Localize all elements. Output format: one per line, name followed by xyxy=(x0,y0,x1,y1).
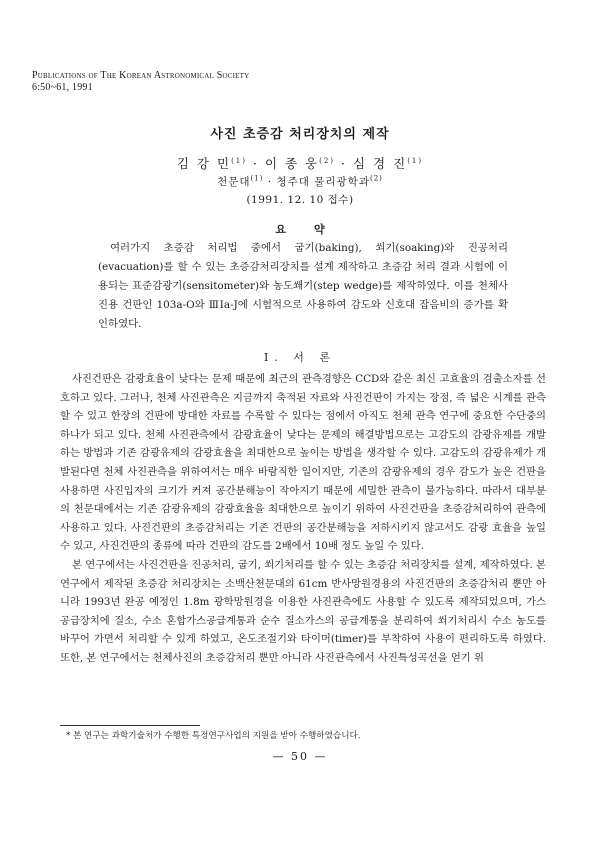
author-mark: (2) xyxy=(319,156,336,165)
body-paragraph: 사진건판은 감광효율이 낮다는 문제 때문에 최근의 관측경향은 CCD와 같은 최신 고효율의 검출소자를 선호하고 있다. 그러나, 천체 사진관측은 지금까지 축적된 자료와 사진건판이 가지는 장점, 즉 넓은 시계를 관측할 수 있고 한장의 건판에 방대한 자료를 수록할 수 있다는 점에서 아직도 천체 관측 연구에 중요한 수단중의 하나가 되고 있다. 천체 사진관측에서 감광효율이 낮다는 문제의 해결방법으로는 고감도의 감광유제를 개발하는 방법과 기존 감광유제의 감광효율을 최대한으로 높이는 방법을 생각할 수 있다. 고감도의 감광유제가 개발된다면 천체 사진관측을 위하여서는 매우 바람직한 일이지만, 기존의 감광유제의 경우 감도가 높은 건판을 사용하면 사진입자의 크기가 커져 공간분해능이 작아지기 때문에 세밀한 관측이 불가능하다. 따라서 대부분의 천문대에서는 기존 감광유제의 감광효율을 최대한으로 높이기 위하여 사진건판을 초증감처리하여 관측에 사용하고 있다. 사진건판의 초증감처리는 기존 건판의 공간분해능을 저하시키지 않고서도 감광 효율을 높일 수 있고, 사진건판의 종류에 따라 건판의 감도를 2배에서 10배 정도 높일 수 있다. xyxy=(60,373,546,553)
affiliation-name: 청주대 물리광학과 xyxy=(276,176,370,188)
author-list xyxy=(0,154,600,172)
footnote: * 본 연구는 과학기술처가 수행한 특정연구사업의 지원을 받아 수행하였습니다. xyxy=(66,731,361,741)
separator-dot: · xyxy=(252,156,259,171)
author-name: 이 종 웅 xyxy=(264,156,320,171)
abstract-text: 여러가지 초증감 처리법 중에서 굽기(baking), 쐬기(soaking)와 진공처리(evacuation)를 할 수 있는 초증감처리장치를 설계 제작하고 초증감 처리 결과 시험에 이용되는 표준감광기(sensitometer)와 농도쐐기(step wedge)를 제작하였다. 이를 천체사진용 건판인 103a-O와 ⅢIa-J에 시험적으로 사용하여 감도와 신호대 잡음비의 증가를 확인하였다. xyxy=(98,242,508,330)
affiliation-mark: (2) xyxy=(369,174,383,183)
journal-header xyxy=(32,70,249,94)
section-heading: I. 서 론 xyxy=(263,351,337,364)
separator-dot: · xyxy=(341,156,348,171)
separator-dot: · xyxy=(267,176,273,188)
body-paragraph: 본 연구에서는 사진건판을 진공처리, 굽기, 쐬기처리를 할 수 있는 초증감 처리장치를 설계, 제작하였다. 본 연구에서 제작된 초증감 처리장치는 소백산천문대의 61cm 반사망원경용의 사진건판의 초증감처리 뿐만 아니라 1993년 완공 예정인 1.8m 광학망원경을 이용한 사진관측에도 사용할 수 있도록 제작되었으며, 가스 공급장치에 질소, 수소 혼합가스공급계통과 순수 질소가스의 공급계통을 분리하여 쐬기처리시 수소 농도를 바꾸어 가면서 처리할 수 있게 하였고, 온도조절기와 타이머(timer)를 부착하여 사용이 편리하도록 하였다. 또한, 본 연구에서는 천체사진의 초증감처리 뿐만 아니라 사진관측에서 사진특성곡선을 얻기 위 xyxy=(60,558,546,664)
affiliation-list xyxy=(0,174,600,189)
affiliation-name: 천문대 xyxy=(217,176,251,188)
author-mark: (1) xyxy=(231,156,247,165)
author-name: 심 경 진 xyxy=(353,156,408,171)
abstract-heading: 요약 xyxy=(275,223,353,236)
affiliation-mark: (1) xyxy=(250,174,264,183)
received-date: (1991. 12. 10 접수) xyxy=(246,194,354,206)
section-body xyxy=(60,370,546,668)
author-name: 김 강 민 xyxy=(176,156,232,171)
journal-citation: 6:50~61, 1991 xyxy=(32,82,93,93)
journal-name: Publications of The Korean Astronomical Society xyxy=(32,70,250,81)
abstract-block xyxy=(98,239,508,334)
footnote-rule xyxy=(60,725,200,726)
author-mark: (1) xyxy=(407,156,424,165)
page-number: — 50 — xyxy=(272,750,328,763)
paper-title: 사진 초증감 처리장치의 제작 xyxy=(210,127,390,142)
